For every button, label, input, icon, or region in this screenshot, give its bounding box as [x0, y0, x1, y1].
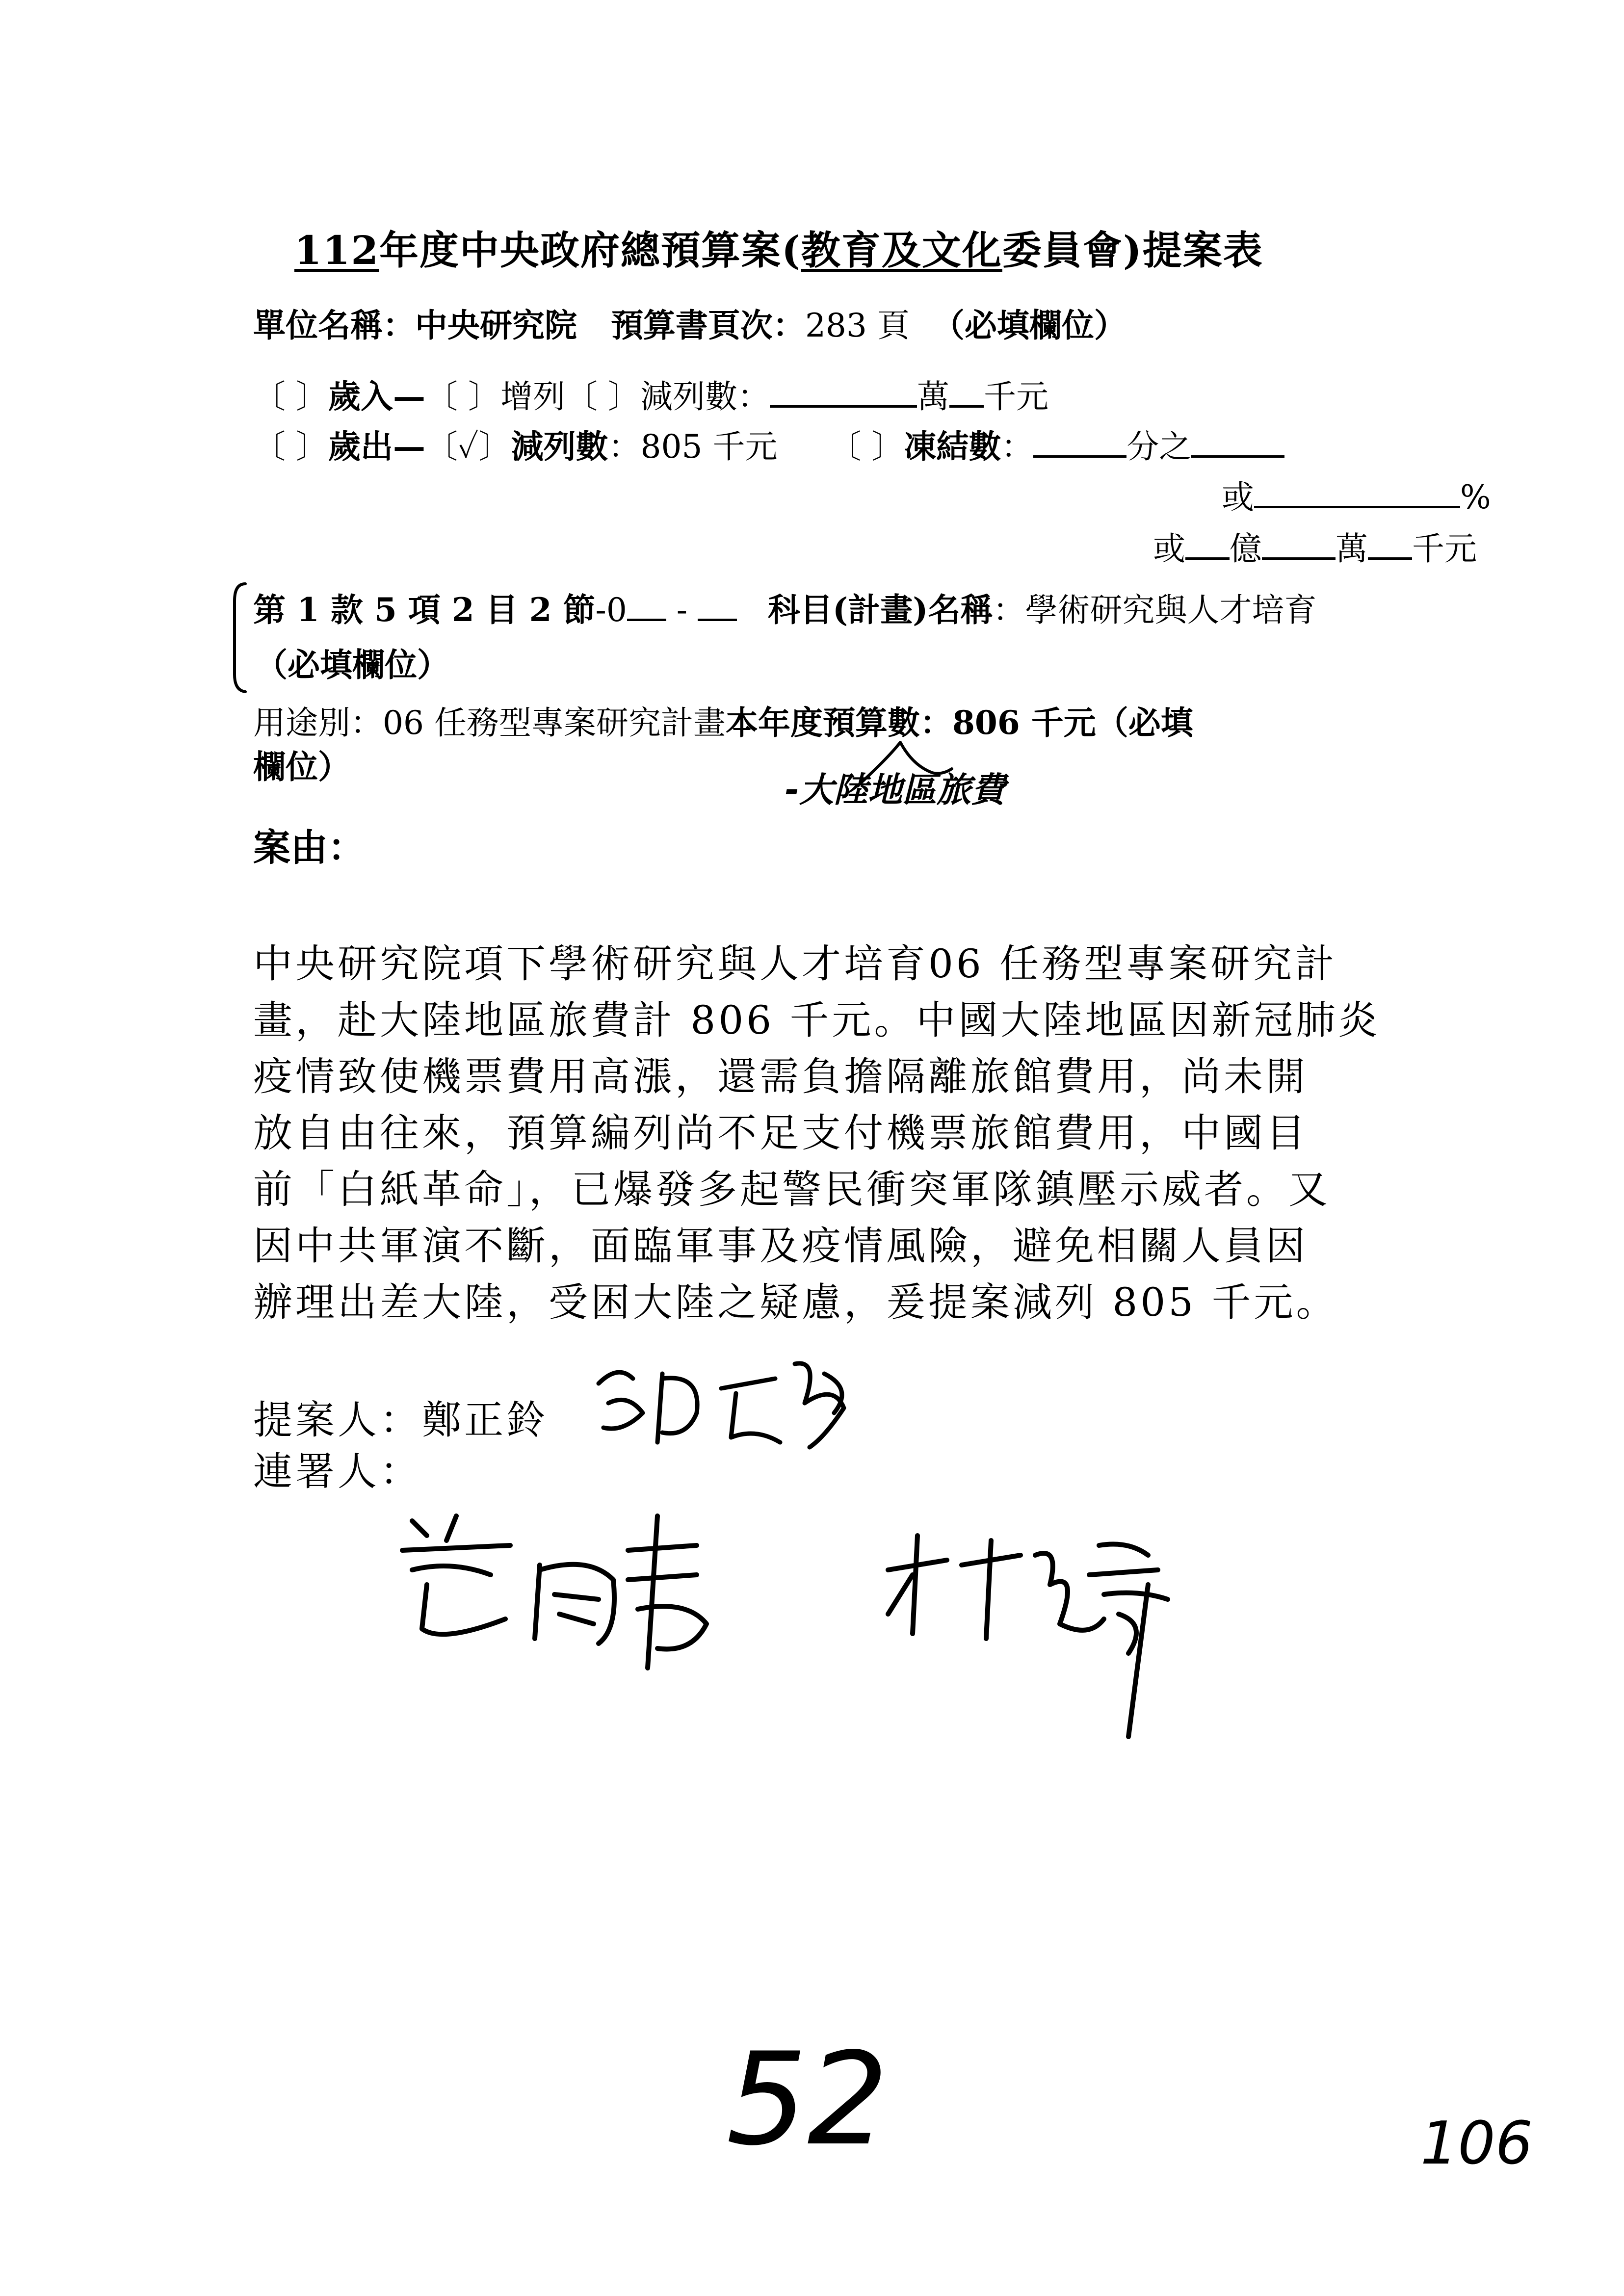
percent-row: [1222, 478, 1491, 514]
reason-line: 因中共軍演不斷，面臨軍事及疫情風險，避免相關人員因: [253, 1223, 1308, 1269]
expenditure-row: [253, 427, 1284, 466]
decrease-label: 減列數: [511, 427, 608, 466]
decrease-value: ：805 千元: [608, 428, 778, 466]
revenue-label: 歲入—: [328, 377, 425, 416]
unit-label: 單位名稱：: [253, 306, 415, 344]
required-note: （必填欄位）: [255, 646, 449, 684]
usage-label: 用途別：06 任務型專案研究計畫: [253, 704, 726, 742]
usage-row: [253, 704, 1193, 742]
proposer-label: 提案人：: [253, 1397, 422, 1443]
fraction-label: 分之: [1126, 428, 1192, 466]
qian-blank[interactable]: [949, 378, 984, 408]
wan-blank[interactable]: [1262, 530, 1336, 560]
percent-label: %: [1460, 478, 1491, 516]
qian-label: 千元: [1412, 530, 1477, 568]
yi-label: 億: [1230, 530, 1262, 568]
cosigner-signature-1: [383, 1506, 824, 1663]
subject-name-value: ：學術研究與人才培育: [993, 591, 1317, 629]
expenditure-checkbox[interactable]: 〔 〕: [253, 428, 328, 466]
or-label: 或: [1153, 530, 1185, 568]
reason-line: 放自由往來，預算編列尚不足支付機票旅館費用，中國目: [253, 1110, 1308, 1156]
decrease-checkbox-checked[interactable]: 〔✓〕: [425, 428, 511, 466]
unit-row: [253, 306, 1126, 344]
revenue-row: [253, 377, 1048, 416]
subject-name-label: 科目(計畫)名稱: [768, 591, 993, 629]
proposer-name: 鄭正鈴: [422, 1397, 549, 1443]
freeze-label: 凍結數: [904, 427, 1001, 466]
wan-label: 萬: [1336, 530, 1368, 568]
code-blank-1[interactable]: [627, 591, 666, 621]
freeze-checkbox[interactable]: 〔 〕: [829, 428, 904, 466]
form-title: [294, 227, 1263, 273]
bracket-mark: [231, 581, 250, 694]
or-label: 或: [1222, 478, 1254, 516]
increase-label: 增列: [500, 378, 565, 416]
code-blank-2[interactable]: [698, 591, 737, 621]
required-note: （必填欄位）: [932, 306, 1126, 344]
handwritten-note: -大陸地區旅費: [785, 770, 1006, 810]
cosigner-label: 連署人：: [253, 1449, 422, 1494]
reason-line: 前「白紙革命」，已爆發多起警民衝突軍隊鎮壓示威者。又: [253, 1167, 1331, 1212]
revenue-checkbox[interactable]: 〔 〕: [253, 378, 328, 416]
page-value: 283 頁: [805, 307, 910, 344]
expenditure-label: 歲出—: [328, 427, 425, 466]
title-year: 112: [294, 227, 379, 273]
amount-row: [1153, 530, 1477, 568]
required-note-tail: 欄位）: [253, 748, 350, 786]
wan-blank[interactable]: [770, 378, 917, 408]
reason-line: 疫情致使機票費用高漲，還需負擔隔離旅館費用，尚未開: [253, 1054, 1308, 1099]
wan-label: 萬: [917, 378, 949, 416]
subject-code: 第 1 款 5 項 2 目 2 節: [253, 591, 596, 629]
reason-line: 畫，赴大陸地區旅費計 806 千元。中國大陸地區因新冠肺炎: [253, 997, 1381, 1043]
cosigner-signature-2: [873, 1526, 1187, 1742]
title-committee: 教育及文化: [801, 227, 1002, 273]
unit-value: 中央研究院: [415, 306, 577, 344]
handwritten-number: 52: [726, 2026, 889, 2174]
yi-blank[interactable]: [1185, 530, 1230, 560]
dash: -: [676, 591, 688, 629]
decrease-label: 減列數：: [640, 378, 770, 416]
page-number: 106: [1420, 2110, 1533, 2178]
qian-label: 千元: [983, 378, 1048, 416]
proposer-row: [253, 1397, 549, 1443]
reason-line: 中央研究院項下學術研究與人才培育06 任務型專案研究計: [253, 941, 1337, 987]
title-text: 年度中央政府總預算案(: [379, 227, 801, 273]
percent-blank[interactable]: [1254, 478, 1460, 508]
freeze-denominator-blank[interactable]: [1033, 428, 1126, 458]
reason-heading: 案由：: [253, 826, 365, 869]
subject-row: [253, 591, 1317, 629]
title-text-2: 委員會)提案表: [1002, 227, 1263, 273]
colon: ：: [1001, 428, 1034, 466]
freeze-numerator-blank[interactable]: [1191, 428, 1284, 458]
page-label: 預算書頁次：: [610, 306, 805, 344]
decrease-checkbox[interactable]: 〔 〕: [565, 378, 640, 416]
reason-line: 辦理出差大陸，受困大陸之疑慮，爰提案減列 805 千元。: [253, 1279, 1338, 1325]
proposer-signature: [589, 1344, 864, 1452]
budget-amount: 本年度預算數：806 千元（必填: [725, 704, 1193, 742]
qian-blank[interactable]: [1368, 530, 1412, 560]
increase-checkbox[interactable]: 〔 〕: [425, 378, 500, 416]
subject-code-rest: -0: [595, 591, 627, 629]
